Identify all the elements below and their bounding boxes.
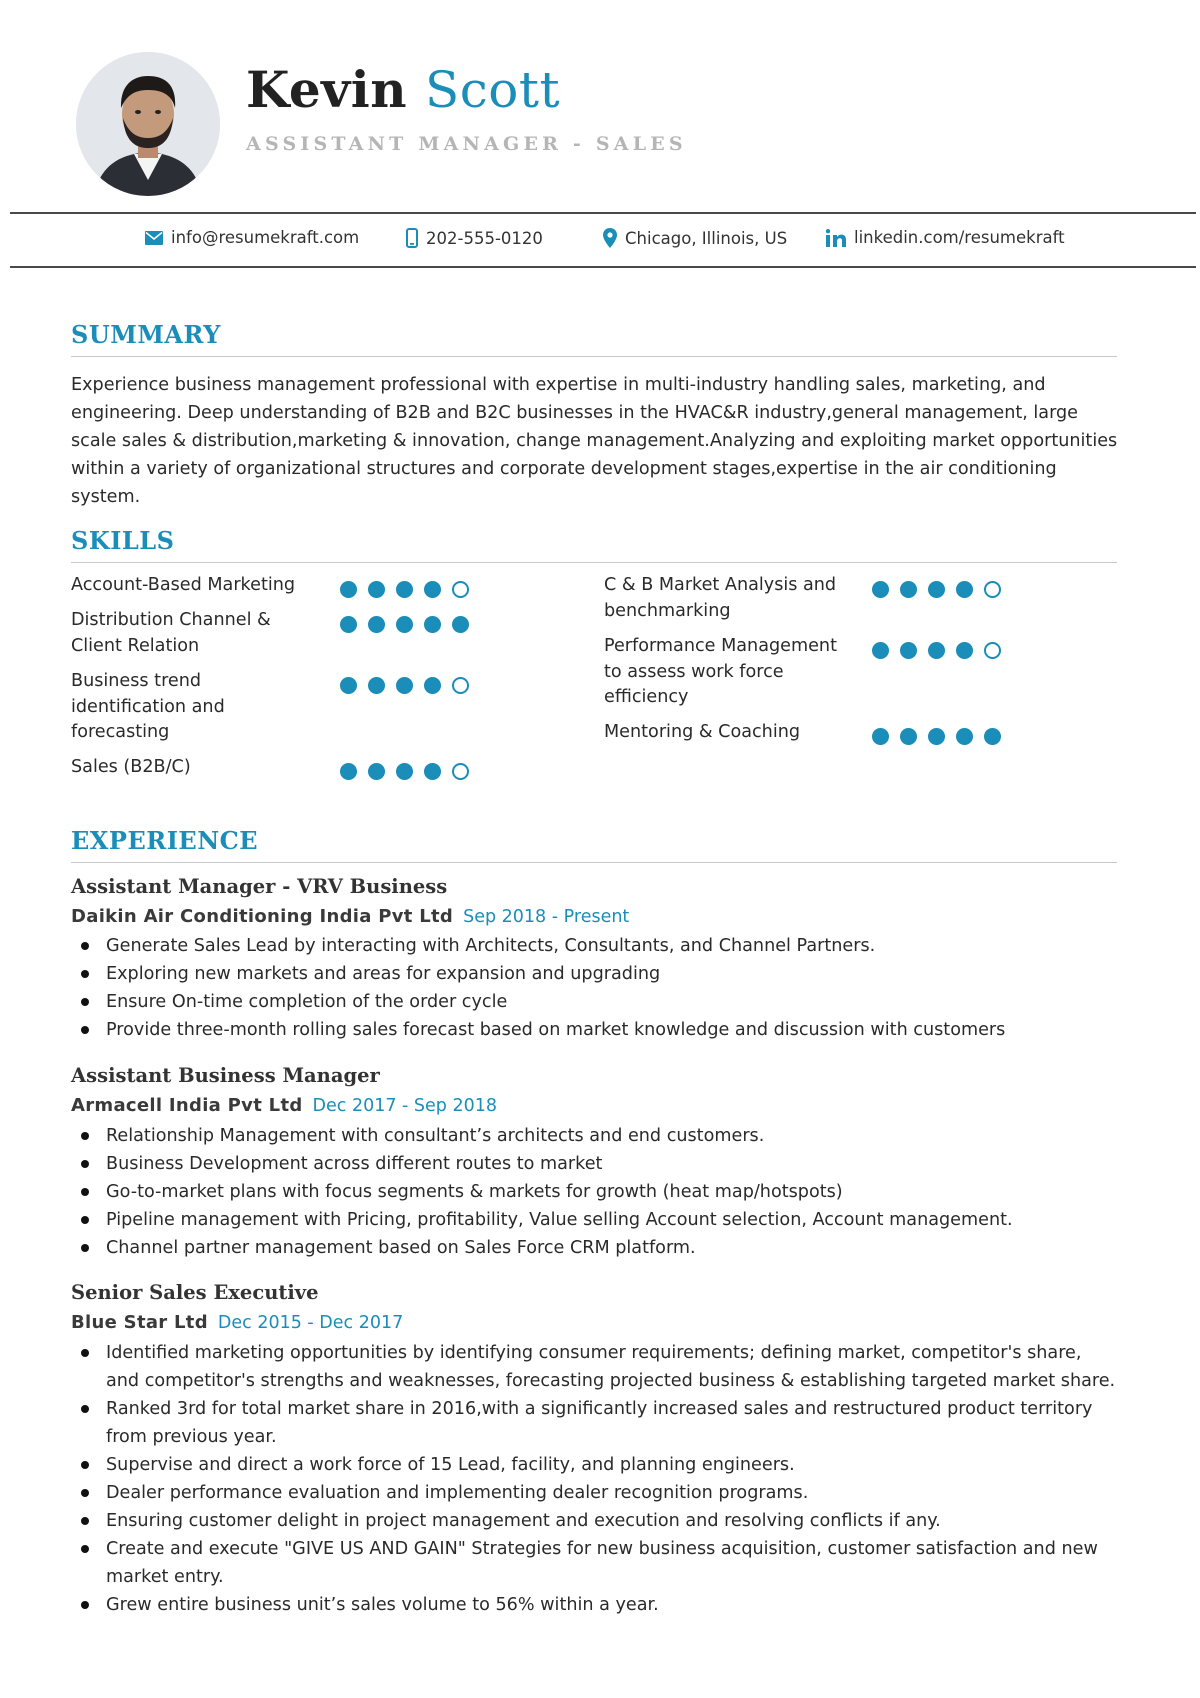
skill-label: Account-Based Marketing — [71, 575, 296, 595]
list-item: Provide three-month rolling sales forecast based on market knowledge and discussion with customers — [106, 1016, 1120, 1044]
list-item: Generate Sales Lead by interacting with Architects, Consultants, and Channel Partners. — [106, 932, 1120, 960]
rating-dot-filled — [368, 677, 385, 694]
list-item: Ensure On-time completion of the order cycle — [106, 988, 1120, 1016]
rating-dot-filled — [424, 616, 441, 633]
job-bullets — [106, 1122, 1120, 1262]
list-item: Go-to-market plans with focus segments & markets for growth (heat map/hotspots) — [106, 1178, 1120, 1206]
rating-dot-filled — [872, 581, 889, 598]
skill-label: Distribution Channel & Client Relation — [71, 610, 271, 656]
rating-dot-filled — [928, 581, 945, 598]
list-item: Dealer performance evaluation and implementing dealer recognition programs. — [106, 1479, 1120, 1507]
job-company-line — [71, 1312, 403, 1333]
rating-dot-filled — [396, 581, 413, 598]
skills-divider — [71, 562, 1117, 563]
profile-photo — [76, 52, 220, 196]
rating-dot-filled — [872, 642, 889, 659]
summary-heading: SUMMARY — [71, 320, 221, 349]
job-title: Assistant Manager - VRV Business — [71, 875, 448, 898]
skill-label: Performance Management to assess work force efficiency — [604, 636, 837, 707]
rating-dot-filled — [368, 763, 385, 780]
job-bullets — [106, 1339, 1120, 1619]
job-company: Blue Star Ltd — [71, 1312, 208, 1333]
rating-dot-filled — [424, 677, 441, 694]
rating-dot-filled — [900, 642, 917, 659]
rating-dot-filled — [928, 642, 945, 659]
rating-dot-filled — [396, 763, 413, 780]
skill-label: Sales (B2B/C) — [71, 757, 191, 777]
skill-label: C & B Market Analysis and benchmarking — [604, 575, 837, 621]
rating-dot-filled — [368, 581, 385, 598]
list-item: Channel partner management based on Sales Force CRM platform. — [106, 1234, 1120, 1262]
skill-rating — [340, 677, 469, 694]
list-item: Ensuring customer delight in project management and execution and resolving conflicts if any. — [106, 1507, 1120, 1535]
summary-divider — [71, 356, 1117, 357]
rating-dot-filled — [984, 728, 1001, 745]
rating-dot-filled — [340, 581, 357, 598]
list-item: Create and execute "GIVE US AND GAIN" Strategies for new business acquisition, customer satisfaction and new market entry. — [106, 1535, 1120, 1591]
list-item: Pipeline management with Pricing, profitability, Value selling Account selection, Account management. — [106, 1206, 1120, 1234]
rating-dot-filled — [424, 763, 441, 780]
location-text: Chicago, Illinois, US — [625, 228, 788, 248]
rating-dot-filled — [396, 677, 413, 694]
phone-text: 202-555-0120 — [426, 228, 543, 248]
last-name: Scott — [425, 61, 561, 119]
first-name: Kevin — [246, 60, 408, 119]
list-item: Identified marketing opportunities by identifying consumer requirements; defining market, competitor's share, and competitor's strengths and weaknesses, forecasting projected business & establishing targeted market share. — [106, 1339, 1120, 1395]
skill-rating — [340, 616, 469, 633]
list-item: Supervise and direct a work force of 15 Lead, facility, and planning engineers. — [106, 1451, 1120, 1479]
job-bullets — [106, 932, 1120, 1044]
linkedin-text: linkedin.com/resumekraft — [854, 228, 1065, 247]
rating-dot-filled — [956, 728, 973, 745]
mobile-phone-icon — [406, 228, 418, 248]
rating-dot-filled — [872, 728, 889, 745]
envelope-icon — [145, 231, 163, 245]
experience-divider — [71, 862, 1117, 863]
job-company: Armacell India Pvt Ltd — [71, 1095, 303, 1116]
list-item: Exploring new markets and areas for expansion and upgrading — [106, 960, 1120, 988]
skill-label: Mentoring & Coaching — [604, 722, 801, 742]
job-title: Assistant Business Manager — [71, 1064, 380, 1087]
email-text: info@resumekraft.com — [171, 228, 360, 247]
list-item: Relationship Management with consultant’s architects and end customers. — [106, 1122, 1120, 1150]
job-dates: Dec 2017 - Sep 2018 — [312, 1096, 498, 1116]
rating-dot-filled — [368, 616, 385, 633]
rating-dot-empty — [984, 642, 1001, 659]
summary-text: Experience business management professional with expertise in multi-industry handling sales, marketing, and engineering. Deep understanding of B2B and B2C businesses in the HVAC&R industry,general management, large scale sales & distribution,marketing & innovation, change management.Analyzing and exploiting market opportunities within a variety of organizational structures and corporate development stages,expertise in the air conditioning system. — [71, 375, 1118, 507]
job-company-line — [71, 906, 629, 927]
skill-label: Business trend identification and forecasting — [71, 671, 225, 742]
list-item: Business Development across different routes to market — [106, 1150, 1120, 1178]
rating-dot-empty — [452, 763, 469, 780]
rating-dot-filled — [396, 616, 413, 633]
rating-dot-filled — [900, 728, 917, 745]
contact-phone[interactable] — [406, 228, 543, 248]
skill-rating — [872, 581, 1001, 598]
rating-dot-filled — [340, 763, 357, 780]
rating-dot-filled — [956, 642, 973, 659]
skill-rating — [872, 642, 1001, 659]
contact-location — [603, 228, 787, 248]
list-item: Ranked 3rd for total market share in 2016,with a significantly increased sales and restructured product territory from previous year. — [106, 1395, 1120, 1451]
skills-heading: SKILLS — [71, 526, 175, 555]
contact-bar — [10, 212, 1196, 268]
rating-dot-filled — [928, 728, 945, 745]
rating-dot-filled — [900, 581, 917, 598]
rating-dot-empty — [984, 581, 1001, 598]
experience-heading: EXPERIENCE — [71, 826, 259, 855]
candidate-title: ASSISTANT MANAGER - SALES — [246, 133, 687, 155]
rating-dot-filled — [340, 616, 357, 633]
rating-dot-filled — [956, 581, 973, 598]
person-avatar-icon — [76, 52, 220, 196]
candidate-name — [246, 60, 560, 119]
map-pin-icon — [603, 228, 617, 248]
list-item: Grew entire business unit’s sales volume to 56% within a year. — [106, 1591, 1120, 1619]
rating-dot-filled — [452, 616, 469, 633]
job-company-line — [71, 1095, 497, 1116]
linkedin-icon — [826, 229, 846, 247]
skill-rating — [872, 728, 1001, 745]
skill-rating — [340, 581, 469, 598]
rating-dot-empty — [452, 677, 469, 694]
job-company: Daikin Air Conditioning India Pvt Ltd — [71, 906, 454, 927]
skill-rating — [340, 763, 469, 780]
rating-dot-filled — [424, 581, 441, 598]
job-dates: Dec 2015 - Dec 2017 — [217, 1313, 404, 1333]
contact-linkedin[interactable] — [826, 228, 1065, 247]
rating-dot-empty — [452, 581, 469, 598]
rating-dot-filled — [340, 677, 357, 694]
job-dates: Sep 2018 - Present — [463, 907, 630, 927]
contact-email[interactable] — [145, 228, 359, 247]
job-title: Senior Sales Executive — [71, 1281, 319, 1304]
